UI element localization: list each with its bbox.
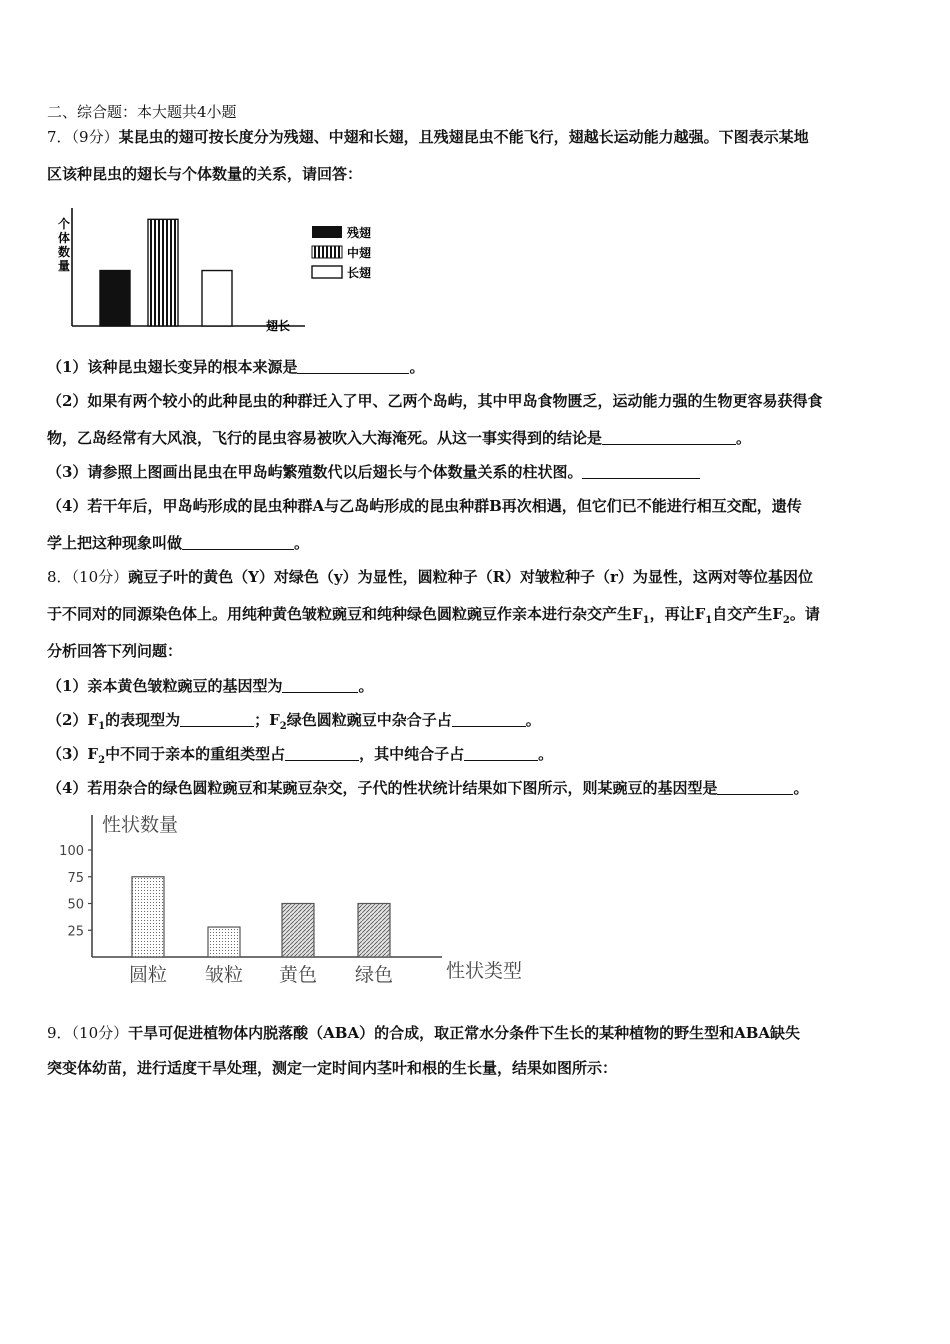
legend-swatch-medium	[312, 246, 342, 258]
q7-part4-line1: （4）若干年后，甲岛屿形成的昆虫种群A与乙岛屿形成的昆虫种群B再次相遇，但它们已不能进行相互交配，遗传	[47, 497, 802, 515]
q8-part1: （1）亲本黄色皱粒豌豆的基因型为 。	[47, 677, 374, 695]
q9-stem-line1: 9．（10分）干旱可促进植物体内脱落酸（ABA）的合成，取正常水分条件下生长的某种植物的野生型和ABA缺失	[47, 1024, 801, 1042]
q8-part4: （4）若用杂合的绿色圆粒豌豆和某豌豆杂交，子代的性状统计结果如下图所示，则某豌豆的基因型是 。	[47, 779, 809, 797]
wing-length-chart	[50, 200, 390, 340]
x-category-label: 绿色	[354, 964, 394, 986]
y-axis-label-2: 体	[58, 231, 71, 245]
q8-stem-line1: 8．（10分）豌豆子叶的黄色（Y）对绿色（y）为显性，圆粒种子（R）对皱粒种子（r）为显性，这两对等位基因位	[47, 568, 813, 586]
bar-long	[202, 271, 232, 326]
bar-medium	[148, 219, 178, 326]
q8-part2: $(2)F_1$的表现型为 ；$F_2$绿色圆粒豌豆中杂合子占 。	[47, 711, 541, 732]
bar-1	[208, 927, 240, 957]
bar-0	[132, 877, 164, 957]
x-category-label: 圆粒	[128, 964, 168, 986]
q7-part1: （1）该种昆虫翅长变异的根本来源是 。	[47, 358, 425, 376]
legend-label-vestigial: 残翅	[347, 226, 372, 240]
q7-part3: （3）请参照上图画出昆虫在甲岛屿繁殖数代以后翅长与个体数量关系的柱状图。	[47, 461, 700, 483]
x-axis-label: 性状类型	[446, 960, 523, 982]
legend-swatch-long	[312, 266, 342, 278]
q8-stem-line3: 分析回答下列问题：	[47, 642, 183, 660]
x-category-label: 皱粒	[204, 964, 244, 986]
q7-stem-line1: 7．（9分）某昆虫的翅可按长度分为残翅、中翅和长翅，且残翅昆虫不能飞行，翅越长运动能力越强。下图表示某地	[47, 128, 809, 146]
bar-vestigial	[100, 271, 130, 326]
q8-part3: $(3)F_2$中不同于亲本的重组类型占 ，其中纯合子占 。	[47, 745, 554, 766]
y-tick-label: 75	[67, 870, 84, 886]
section-title: 二、综合题：本大题共4小题	[47, 103, 237, 121]
y-tick-label: 50	[67, 897, 84, 913]
q7-part4-line2: 学上把这种现象叫做 。	[47, 534, 310, 552]
q8-stem-line2: 于不同对的同源染色体上。用纯种黄色皱粒豌豆和纯种绿色圆粒豌豆作亲本进行杂交产生$F_1$，再让$F_1$自交产生$F_2$。请	[47, 605, 820, 626]
q7-part2-line1: （2）如果有两个较小的此种昆虫的种群迁入了甲、乙两个岛屿，其中甲岛食物匮乏，运动能力强的生物更容易获得食	[47, 392, 823, 410]
y-axis-label-1: 个	[58, 217, 71, 231]
trait-count-chart	[50, 805, 560, 995]
y-tick-label: 25	[67, 924, 84, 940]
q7-part2-line2: 物，乙岛经常有大风浪，飞行的昆虫容易被吹入大海淹死。从这一事实得到的结论是 。	[47, 429, 752, 447]
x-axis-label: 翅长	[266, 319, 291, 333]
legend-label-long: 长翅	[347, 266, 372, 280]
legend-label-medium: 中翅	[347, 246, 372, 260]
q9-stem-line2: 突变体幼苗，进行适度干旱处理，测定一定时间内茎叶和根的生长量，结果如图所示：	[47, 1059, 618, 1077]
legend-swatch-vestigial	[312, 226, 342, 238]
y-tick-label: 100	[59, 844, 84, 859]
y-axis-label-4: 量	[58, 259, 71, 273]
bar-2	[282, 904, 314, 958]
x-category-label: 黄色	[278, 964, 318, 986]
y-axis-label-3: 数	[58, 245, 71, 259]
q7-stem-line2: 区该种昆虫的翅长与个体数量的关系，请回答：	[47, 165, 363, 183]
bar-3	[358, 904, 390, 958]
y-axis-label: 性状数量	[102, 814, 179, 836]
